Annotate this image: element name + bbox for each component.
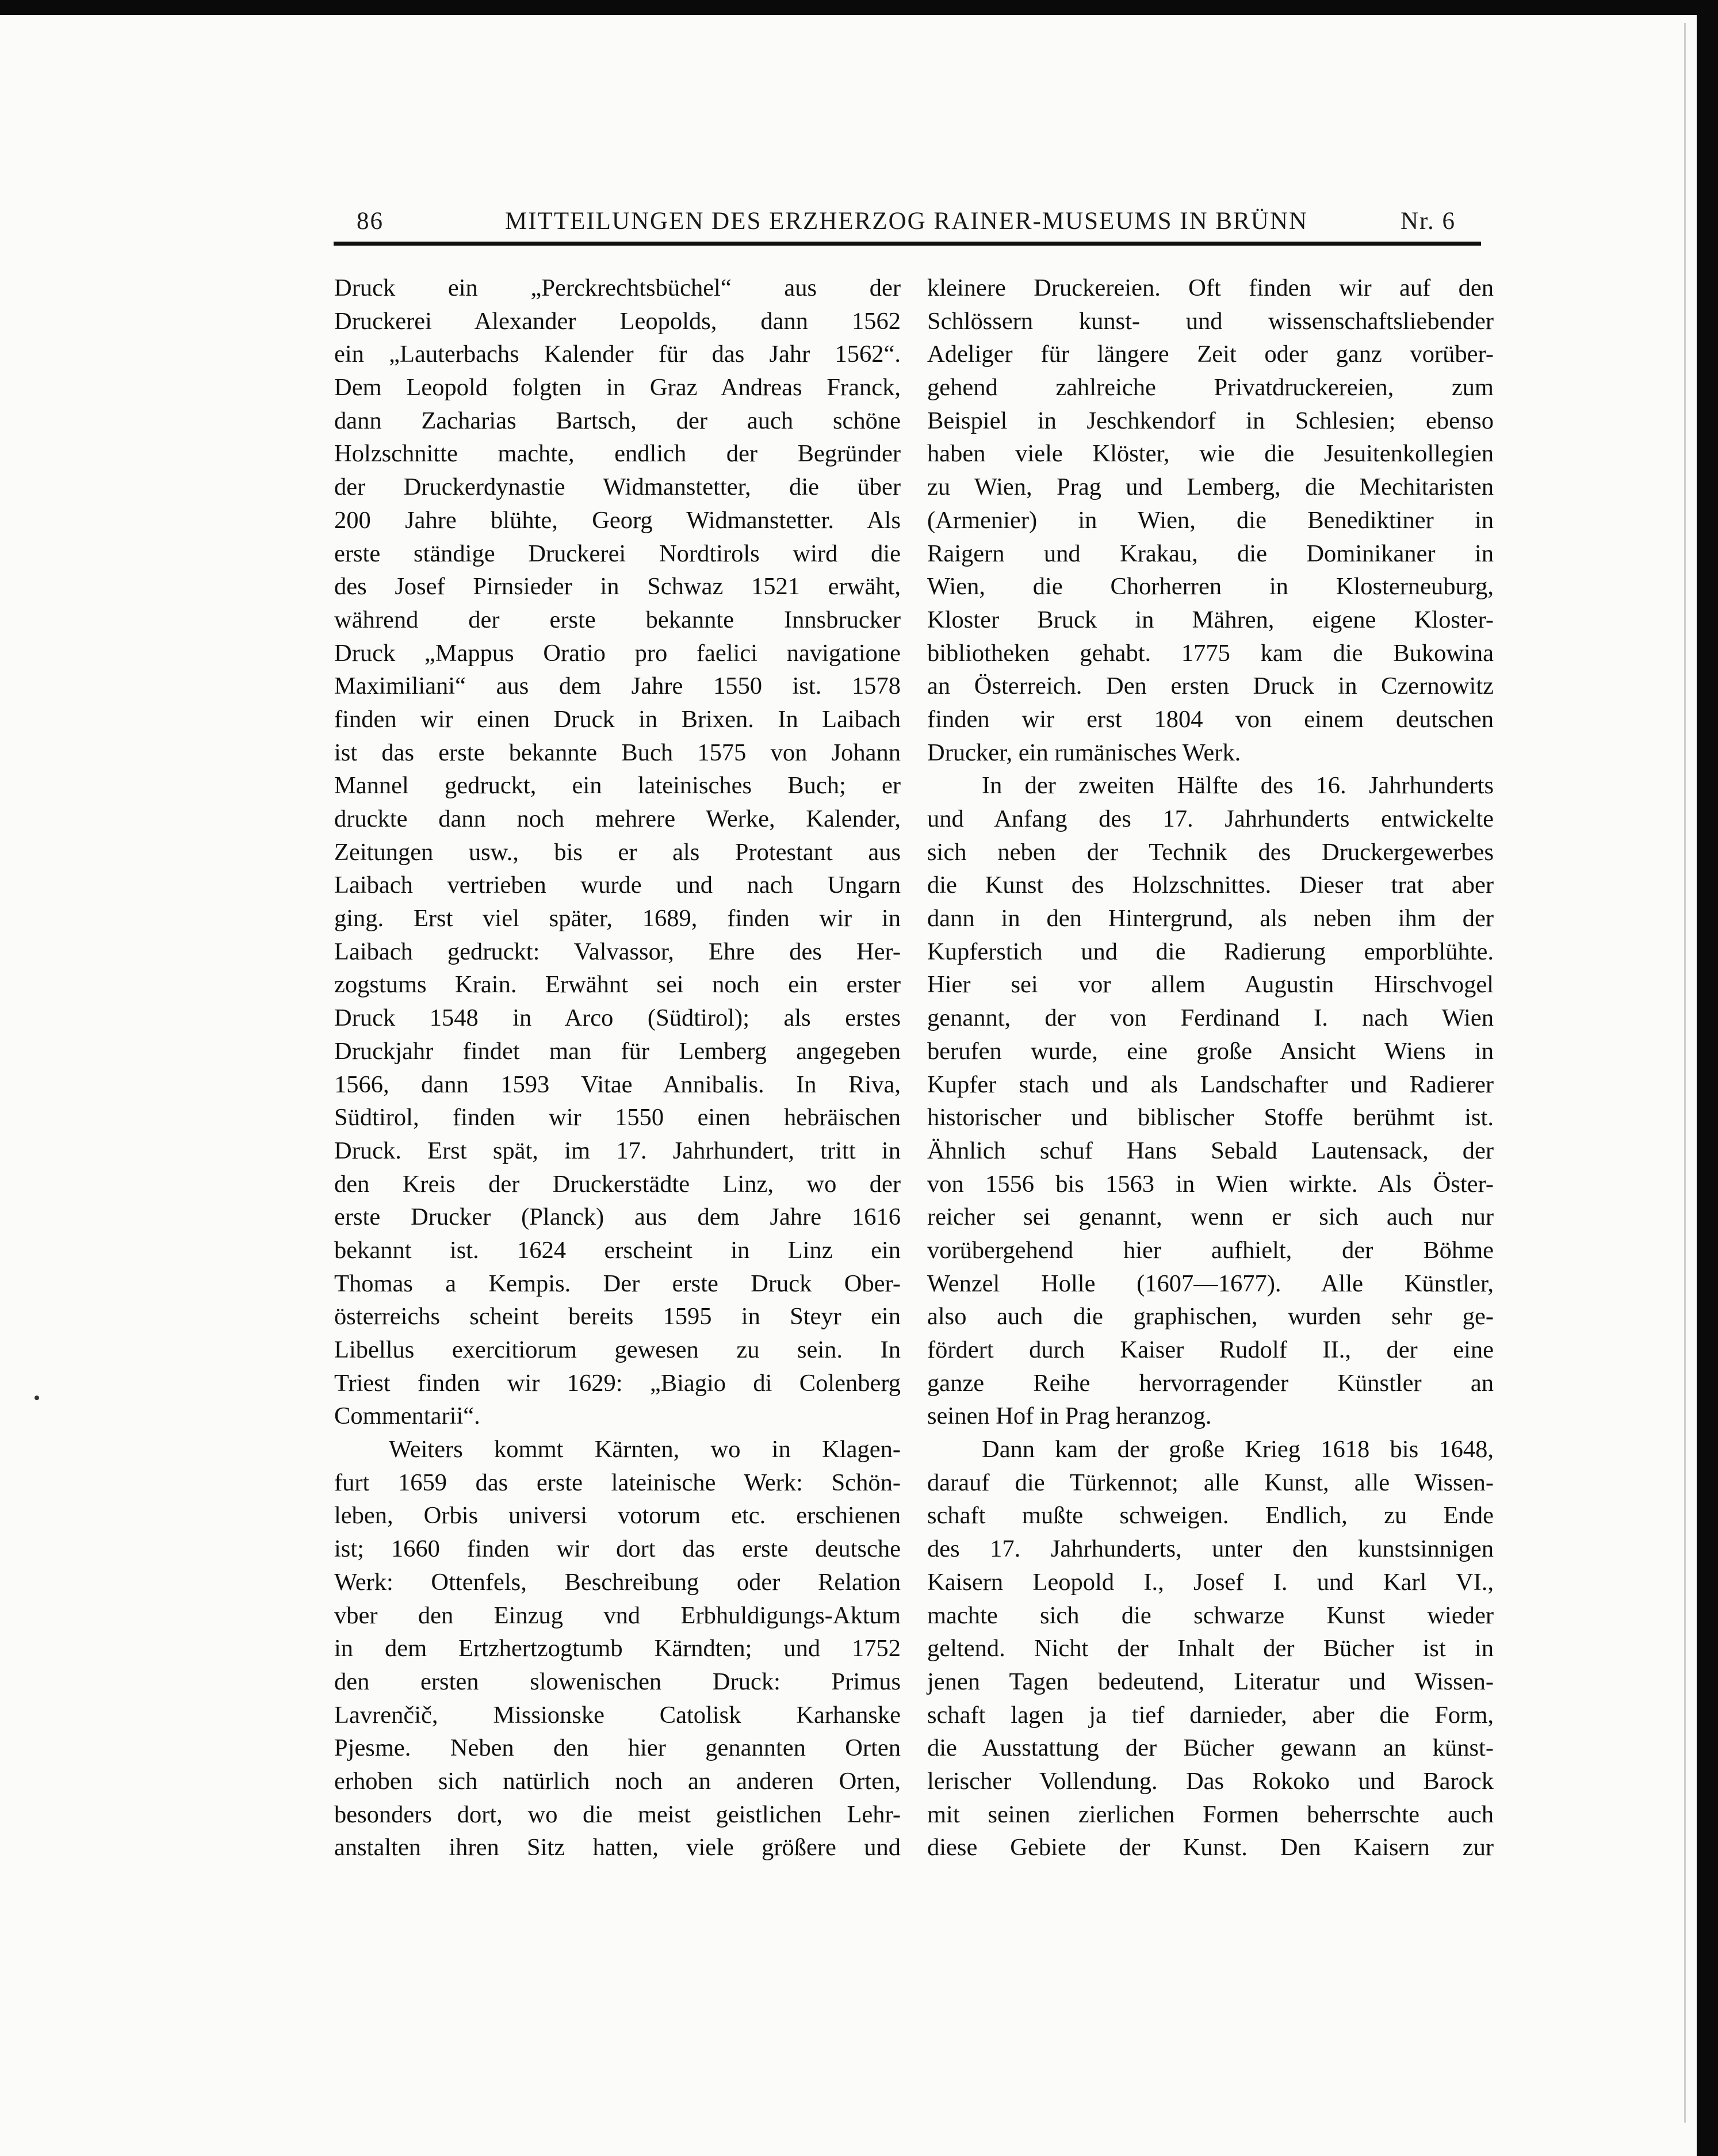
text-line: zu Wien, Prag und Lemberg, die Mechitaristen: [927, 473, 1494, 501]
text-line: reicher sei genannt, wenn er sich auch nur: [927, 1203, 1494, 1231]
text-line: Wenzel Holle (1607—1677). Alle Künstler,: [927, 1270, 1494, 1297]
text-line: an Österreich. Den ersten Druck in Czernowitz: [927, 672, 1494, 700]
text-line: schaft mußte schweigen. Endlich, zu Ende: [927, 1502, 1494, 1530]
text-line: gehend zahlreiche Privatdruckereien, zum: [927, 374, 1494, 402]
text-line: während der erste bekannte Innsbrucker: [334, 606, 901, 633]
text-line: erste ständige Druckerei Nordtirols wird die: [334, 540, 901, 567]
text-line: diese Gebiete der Kunst. Den Kaisern zur: [927, 1834, 1494, 1861]
text-line: Commentarii“.: [334, 1402, 480, 1430]
scan-border-top: [0, 0, 1718, 15]
text-line: Drucker, ein rumänisches Werk.: [927, 739, 1241, 766]
text-line: bekannt ist. 1624 erscheint in Linz ein: [334, 1236, 901, 1264]
text-line: Kaisern Leopold I., Josef I. und Karl VI.,: [927, 1568, 1494, 1596]
text-line: Triest finden wir 1629: „Biagio di Colenberg: [334, 1369, 901, 1397]
text-line: leben, Orbis universi votorum etc. erschienen: [334, 1502, 901, 1530]
text-line: seinen Hof in Prag heranzog.: [927, 1402, 1212, 1430]
text-line: den Kreis der Druckerstädte Linz, wo der: [334, 1170, 901, 1198]
text-line: Holzschnitte machte, endlich der Begründer: [334, 440, 901, 468]
text-line: anstalten ihren Sitz hatten, viele größere und: [334, 1834, 901, 1861]
text-line: Wien, die Chorherren in Klosterneuburg,: [927, 573, 1494, 601]
text-line: Kloster Bruck in Mähren, eigene Kloster-: [927, 606, 1494, 633]
text-line: österreichs scheint bereits 1595 in Steyr ein: [334, 1303, 901, 1331]
text-line: Ähnlich schuf Hans Sebald Lautensack, der: [927, 1137, 1494, 1164]
text-line: Mannel gedruckt, ein lateinisches Buch; er: [334, 772, 901, 800]
text-line: mit seinen zierlichen Formen beherrschte auch: [927, 1801, 1494, 1828]
text-line: vber den Einzug vnd Erbhuldigungs-Aktum: [334, 1601, 901, 1629]
text-line: lerischer Vollendung. Das Rokoko und Barock: [927, 1767, 1494, 1795]
text-line: in dem Ertzhertzogtumb Kärndten; und 1752: [334, 1635, 901, 1662]
text-line: 1566, dann 1593 Vitae Annibalis. In Riva,: [334, 1071, 901, 1098]
journal-title: MITTEILUNGEN DES ERZHERZOG RAINER-MUSEUMS IN BRÜNN: [505, 208, 1308, 235]
text-line: erhoben sich natürlich noch an anderen Orten,: [334, 1767, 901, 1795]
scan-border-right: [1697, 0, 1718, 2156]
text-line: ein „Lauterbachs Kalender für das Jahr 1562“.: [334, 341, 901, 368]
text-line: ist; 1660 finden wir dort das erste deutsche: [334, 1535, 901, 1563]
text-line: Druck. Erst spät, im 17. Jahrhundert, tritt in: [334, 1137, 901, 1164]
text-line: darauf die Türkennot; alle Kunst, alle Wissen-: [927, 1469, 1494, 1496]
text-line: Laibach gedruckt: Valvassor, Ehre des Her-: [334, 938, 901, 965]
text-line: schaft lagen ja tief darnieder, aber die Form,: [927, 1701, 1494, 1729]
text-line: besonders dort, wo die meist geistlichen Lehr-: [334, 1801, 901, 1828]
text-line: Libellus exercitiorum gewesen zu sein. In: [334, 1336, 901, 1363]
text-line: Raigern und Krakau, die Dominikaner in: [927, 540, 1494, 567]
text-line: furt 1659 das erste lateinische Werk: Schön-: [334, 1469, 901, 1496]
text-line: genannt, der von Ferdinand I. nach Wien: [927, 1004, 1494, 1032]
text-line: Druck 1548 in Arco (Südtirol); als erstes: [334, 1004, 901, 1032]
text-line: Pjesme. Neben den hier genannten Orten: [334, 1734, 901, 1762]
text-line: berufen wurde, eine große Ansicht Wiens in: [927, 1037, 1494, 1065]
text-line: Südtirol, finden wir 1550 einen hebräischen: [334, 1104, 901, 1131]
text-line: Weiters kommt Kärnten, wo in Klagen-: [389, 1436, 901, 1463]
text-line: haben viele Klöster, wie die Jesuitenkollegien: [927, 440, 1494, 468]
text-line: dann Zacharias Bartsch, der auch schöne: [334, 407, 901, 434]
text-line: fördert durch Kaiser Rudolf II., der eine: [927, 1336, 1494, 1363]
text-line: Schlössern kunst- und wissenschaftsliebender: [927, 307, 1494, 335]
text-line: dann in den Hintergrund, als neben ihm der: [927, 905, 1494, 932]
text-line: In der zweiten Hälfte des 16. Jahrhunderts: [982, 772, 1494, 800]
text-line: Adeliger für längere Zeit oder ganz vorüber-: [927, 341, 1494, 368]
text-line: Thomas a Kempis. Der erste Druck Ober-: [334, 1270, 901, 1297]
text-line: bibliotheken gehabt. 1775 kam die Bukowina: [927, 639, 1494, 667]
text-line: Druckerei Alexander Leopolds, dann 1562: [334, 307, 901, 335]
text-line: die Ausstattung der Bücher gewann an künst-: [927, 1734, 1494, 1762]
text-line: sich neben der Technik des Druckergewerbes: [927, 838, 1494, 866]
page-number: 86: [357, 208, 384, 235]
header-rule: [334, 242, 1481, 246]
text-line: Kupferstich und die Radierung emporblühte.: [927, 938, 1494, 965]
text-line: Beispiel in Jeschkendorf in Schlesien; ebenso: [927, 407, 1494, 434]
text-line: ging. Erst viel später, 1689, finden wir in: [334, 905, 901, 932]
left-column: [334, 272, 901, 1864]
running-header: [334, 207, 1484, 242]
text-line: geltend. Nicht der Inhalt der Bücher ist in: [927, 1635, 1494, 1662]
page-edge-line: [1684, 23, 1686, 2123]
text-line: der Druckerdynastie Widmanstetter, die über: [334, 473, 901, 501]
text-line: Dem Leopold folgten in Graz Andreas Franck,: [334, 374, 901, 402]
issue-number: Nr. 6: [1401, 208, 1456, 235]
text-line: Hier sei vor allem Augustin Hirschvogel: [927, 971, 1494, 999]
right-column: [927, 272, 1494, 1864]
text-line: des 17. Jahrhunderts, unter den kunstsinnigen: [927, 1535, 1494, 1563]
text-line: machte sich die schwarze Kunst wieder: [927, 1601, 1494, 1629]
text-line: druckte dann noch mehrere Werke, Kalender,: [334, 805, 901, 832]
text-line: Maximiliani“ aus dem Jahre 1550 ist. 1578: [334, 672, 901, 700]
text-line: Druck ein „Perckrechtsbüchel“ aus der: [334, 274, 901, 301]
text-line: 200 Jahre blühte, Georg Widmanstetter. Als: [334, 506, 901, 534]
text-line: also auch die graphischen, wurden sehr ge-: [927, 1303, 1494, 1331]
text-line: Druck „Mappus Oratio pro faelici navigatione: [334, 639, 901, 667]
text-line: Werk: Ottenfels, Beschreibung oder Relation: [334, 1568, 901, 1596]
ink-dot: [35, 1396, 39, 1400]
text-line: Dann kam der große Krieg 1618 bis 1648,: [982, 1436, 1494, 1463]
text-line: Laibach vertrieben wurde und nach Ungarn: [334, 871, 901, 899]
text-line: finden wir einen Druck in Brixen. In Laibach: [334, 705, 901, 733]
text-line: erste Drucker (Planck) aus dem Jahre 1616: [334, 1203, 901, 1231]
text-line: den ersten slowenischen Druck: Primus: [334, 1668, 901, 1695]
text-line: Zeitungen usw., bis er als Protestant aus: [334, 838, 901, 866]
text-line: historischer und biblischer Stoffe berühmt ist.: [927, 1104, 1494, 1131]
text-line: jenen Tagen bedeutend, Literatur und Wissen-: [927, 1668, 1494, 1695]
text-line: ist das erste bekannte Buch 1575 von Johann: [334, 739, 901, 766]
text-line: kleinere Druckereien. Oft finden wir auf den: [927, 274, 1494, 301]
text-line: (Armenier) in Wien, die Benediktiner in: [927, 506, 1494, 534]
text-line: und Anfang des 17. Jahrhunderts entwickelte: [927, 805, 1494, 832]
text-line: Druckjahr findet man für Lemberg angegeben: [334, 1037, 901, 1065]
text-line: die Kunst des Holzschnittes. Dieser trat aber: [927, 871, 1494, 899]
text-line: Kupfer stach und als Landschafter und Radierer: [927, 1071, 1494, 1098]
text-line: Lavrenčič, Missionske Catolisk Karhanske: [334, 1701, 901, 1729]
text-line: finden wir erst 1804 von einem deutschen: [927, 705, 1494, 733]
text-line: vorübergehend hier aufhielt, der Böhme: [927, 1236, 1494, 1264]
text-line: von 1556 bis 1563 in Wien wirkte. Als Öster-: [927, 1170, 1494, 1198]
text-line: des Josef Pirnsieder in Schwaz 1521 erwäht,: [334, 573, 901, 601]
text-line: ganze Reihe hervorragender Künstler an: [927, 1369, 1494, 1397]
text-line: zogstums Krain. Erwähnt sei noch ein erster: [334, 971, 901, 999]
